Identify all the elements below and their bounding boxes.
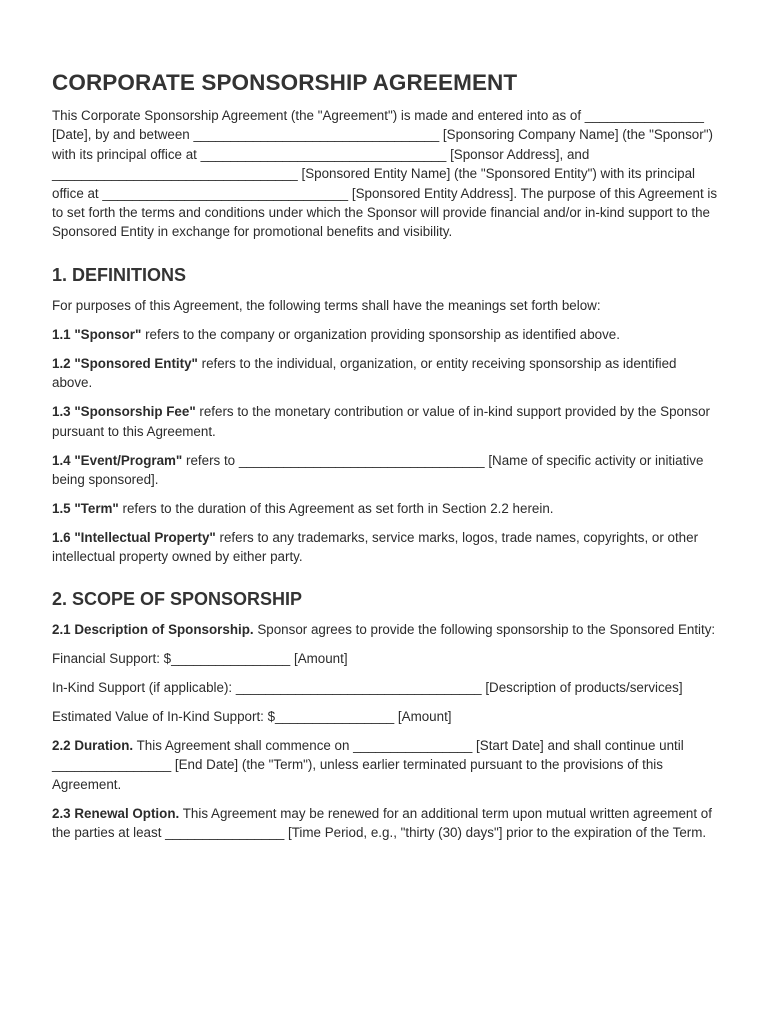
definition-text: refers to the company or organization providing sponsorship as identified above. <box>141 326 620 342</box>
definition-1-6 <box>52 528 718 567</box>
definition-text: refers to any trademarks, service marks, logos, trade names, copyrights, or other intellectual property owned by either party. <box>52 530 699 565</box>
definition-text: refers to the monetary contribution or value of in-kind support provided by the Sponsor pursuant to this Agreement. <box>52 404 711 439</box>
definition-text: refers to _________________________________ [Name of specific activity or initiative being sponsored]. <box>52 452 704 488</box>
definition-1-1 <box>52 325 718 344</box>
clause-text: Sponsor agrees to provide the following sponsorship to the Sponsored Entity: <box>253 621 716 637</box>
definition-1-4 <box>52 451 718 490</box>
section-1-heading: 1. DEFINITIONS <box>52 264 187 285</box>
duration-clause <box>52 736 718 794</box>
definition-term: 1.5 "Term" <box>52 501 119 517</box>
definition-text: refers to the individual, organization, or entity receiving sponsorship as identified above. <box>52 355 677 391</box>
estimated-value-line: Estimated Value of In-Kind Support: $________________ [Amount] <box>52 708 452 724</box>
definition-1-3 <box>52 402 718 441</box>
intro-paragraph: This Corporate Sponsorship Agreement (the "Agreement") is made and entered into as of ________________ [Date], by and between _________________________________ [Sponsoring Company Name] (the "Sponsor") with its principal office at _________________________________ [Sponsor Address], and _________________________________ [Sponsored Entity Name] (the "Sponsored Entity") with its principal office at _________________________________ [Sponsored Entity Address]. The purpose of this Agreement is to set forth the terms and conditions under which the Sponsor will provide financial and/or in-kind support to the Sponsored Entity in exchange for promotional benefits and visibility. <box>52 108 718 240</box>
document-title: CORPORATE SPONSORSHIP AGREEMENT <box>52 70 518 95</box>
in-kind-support-line: In-Kind Support (if applicable): _________________________________ [Description of products/services] <box>52 679 683 695</box>
definition-term: 1.2 "Sponsored Entity" <box>52 355 198 371</box>
renewal-clause <box>52 804 718 843</box>
definition-term: 1.1 "Sponsor" <box>52 326 142 342</box>
clause-text: This Agreement shall commence on ________________ [Start Date] and shall continue until ________________ [End Date] (the "Term"), unless earlier terminated pursuant to the provisions of this Agreement. <box>52 737 684 792</box>
section-2-heading: 2. SCOPE OF SPONSORSHIP <box>52 588 303 609</box>
definition-text: refers to the duration of this Agreement as set forth in Section 2.2 herein. <box>118 501 554 517</box>
definition-1-2 <box>52 354 718 393</box>
clause-text: This Agreement may be renewed for an additional term upon mutual written agreement of the parties at least ________________ [Time Period, e.g., "thirty (30) days"] prior to the expiration of the Term. <box>52 805 712 841</box>
financial-support-line: Financial Support: $________________ [Amount] <box>52 650 348 666</box>
clause-term: 2.3 Renewal Option. <box>52 805 180 821</box>
clause-term: 2.1 Description of Sponsorship. <box>52 621 254 637</box>
definition-term: 1.3 "Sponsorship Fee" <box>52 404 196 420</box>
definition-term: 1.4 "Event/Program" <box>52 452 183 468</box>
sponsorship-description <box>52 620 718 639</box>
clause-term: 2.2 Duration. <box>52 737 134 753</box>
definition-1-5 <box>52 499 718 518</box>
definitions-lead: For purposes of this Agreement, the following terms shall have the meanings set forth below: <box>52 297 601 313</box>
definition-term: 1.6 "Intellectual Property" <box>52 530 216 546</box>
